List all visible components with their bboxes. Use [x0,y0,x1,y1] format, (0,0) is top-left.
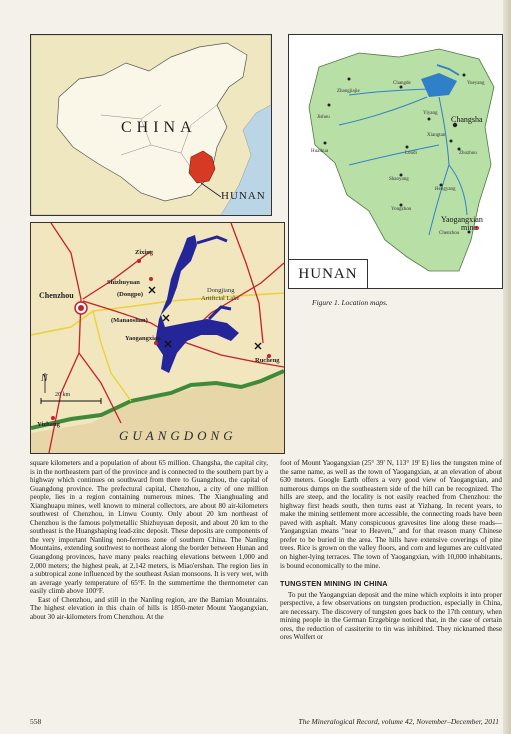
hunan-map [288,34,503,289]
label-zhuzhou: Zhuzhou [459,151,477,156]
left-paragraph-1: square kilometers and a population of about 65 million. Changsha, the capital city, is in the northeastern part of the province and is connected to the southern part by a highway which continues on southward from there to Guangzhou, the capital of Guangdong province. The prefectural capital, Chenzhou, a city of one million people, lies in a region containing numerous mines. The Xianghualing and Xianghuapu mines, well known to mineral collectors, are about 80 air-kilometers southwest of Chenzhou, in Linwu County. Only about 20 km northeast of Chenzhou is the famous polymetallic Shizhuyuan deposit, and about 20 km to the southeast is the Huangshaping lead-zinc deposit. These deposits are components of the very important Nanling non-ferrous zone of southern China. The Nanling Mountains, extending southwest to northeast along the border between Hunan and Guangdong provinces, have many peaks reaching elevations between 1,000 and 2,000 meters; the highest peak, at 2,142 meters, is Miao'ershan. The region lies in a subtropical zone influenced by the southeast Asian monsoons. It is very wet, with an average yearly temperature of 65°F. In the summertime the thermometer can easily climb above 100°F. [30,459,268,596]
label-yaogangxian-local: Yaogangxian [125,335,161,342]
label-dongpo: (Dongpo) [117,291,144,298]
label-shaoyang: Shaoyang [389,177,409,182]
label-changde: Changde [393,81,411,86]
figure-caption: Figure 1. Location maps. [312,298,388,307]
scale-bar-label: 20 km [55,392,71,398]
label-yizhang: Yizhang [37,421,60,428]
left-paragraph-2: East of Chenzhou, and still in the Nanling region, are the Bamian Mountains. The highest elevation in this chain of hills is 1850-meter Mount Yaogangxian, about 30 air-kilometers from Chenzhou. At the [30,595,268,621]
local-map [30,222,285,454]
page-number: 558 [30,717,42,726]
journal-footer: The Mineralogical Record, volume 42, November–December, 2011 [298,717,499,726]
label-yueyang: Yueyang [467,81,485,86]
page-edge [503,0,511,734]
label-changsha: Changsha [451,115,483,124]
label-guangdong: GUANGDONG [119,428,237,443]
label-mine: mine [461,223,477,232]
label-jishou: Jishou [317,115,330,120]
label-rucheng: Rucheng [255,357,280,364]
hunan-map-graphic [289,35,502,288]
label-zhangjiajie: Zhangjiajie [337,89,360,94]
label-huaihua: Huaihua [311,149,328,154]
label-zixing: Zixing [135,249,154,256]
label-shizhuyuan: Shizhuyuan [107,279,140,286]
label-manaoshan: (Manaoshan) [111,317,148,324]
label-xiangtan: Xiangtan [427,133,446,138]
north-arrow: N [41,373,48,384]
label-chenzhou-hunan: Chenzhou [439,231,460,236]
label-loudi: Loudi [405,151,417,156]
section-heading: TUNGSTEN MINING IN CHINA [280,579,388,589]
hunan-map-title: HUNAN [289,259,368,288]
right-paragraph-2: To put the Yaogangxian deposit and the mine which exploits it into proper perspective, a few observations on tungsten production, especially in China, are necessary. The discovery of tungsten goes back to the 17th century, when mining people in the German Erzgebirge noticed that, in the case of certain ores, the reduction of cassiterite to tin was inhibited. They nicknamed these ores Wolfert or [280,590,502,642]
right-paragraph-1: foot of Mount Yaogangxian (25° 39' N, 113° 19' E) lies the tungsten mine of the same name, as well as the town of Yaogangxian, at an elevation of about 630 meters. Google Earth offers a very good view of Yaogangxian, and numerous dumps on the southeastern side of the hill can be recognized. The hills are steep, and the locality is not easily reached from Chenzhou: the highway first heads south, then turns east at Yizhang. In recent years, to make the mining settlement more accessible, the connecting roads have been paved with asphalt. Many conspicuous gravesites line along these roads—Yaogangxian means "near to Heaven," and for that reason many Chinese prefer to be buried in the area. The hills have extensive coverings of pine trees. Rice is grown on the valley floors, and corn and legumes are cultivated on higher-lying terraces. The town of Yaogangxian, with 10,000 inhabitants, is bound economically to the mine. [280,459,502,570]
right-column [280,459,502,642]
label-yiyang: Yiyang [423,111,438,116]
label-artificial-lake: Artificial Lake [201,295,240,302]
label-chenzhou-local: Chenzhou [39,291,74,300]
china-label: CHINA [121,119,197,136]
label-yaogangxian: Yaogangxian [441,215,483,224]
label-yongzhou: Yongzhou [391,207,412,212]
china-hunan-label: HUNAN [221,190,266,202]
label-hengyang: Hengyang [435,187,456,192]
label-dongjiang: Dongjiang [207,287,235,294]
left-column [30,459,268,621]
china-map [30,34,272,216]
